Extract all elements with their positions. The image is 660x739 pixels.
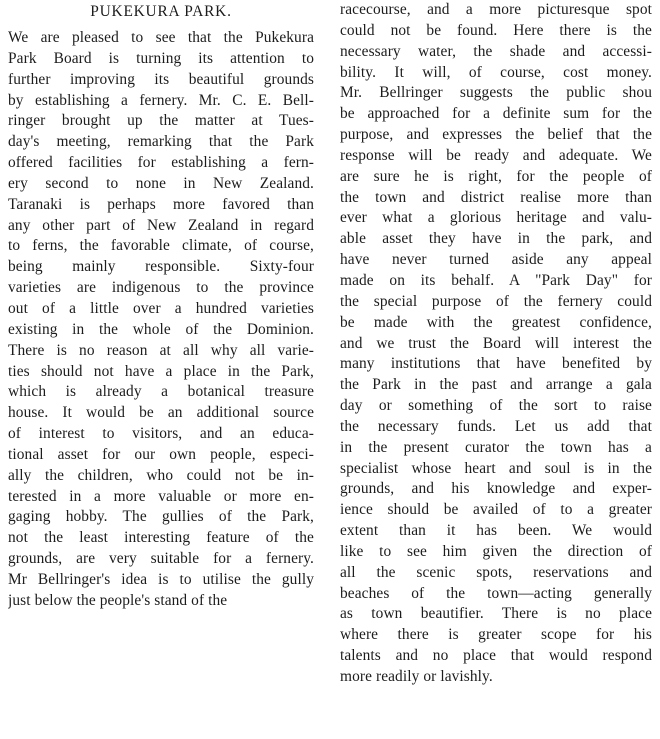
text-line: Park Board is turning its attention to [8, 49, 314, 67]
text-line: Mr. Bellringer suggests the public shou [340, 84, 652, 102]
text-line: grounds, and his knowledge and exper- [340, 480, 652, 498]
text-line: more readily or lavishly. [340, 668, 493, 685]
text-line: which is already a botanical treasure [8, 383, 314, 401]
text-line: extent than it has been. We would [340, 522, 652, 540]
text-line: the necessary funds. Let us add that [340, 417, 652, 435]
article-title: PUKEKURA PARK. [90, 3, 232, 20]
text-line: be made with the greatest confidence, [340, 313, 652, 331]
text-line: of interest to visitors, and an educa- [8, 425, 314, 443]
article-column-left [8, 0, 314, 612]
text-line: ery second to none in New Zealand. [8, 174, 314, 192]
text-line: house. It would be an additional source [8, 404, 314, 422]
text-line: purpose, and expresses the belief that the [340, 126, 652, 144]
text-line: just below the people's stand of the [8, 591, 228, 609]
text-line: the town and district realise more than [340, 188, 652, 206]
text-line: necessary water, the shade and accessi- [340, 42, 652, 60]
text-line: many institutions that have benefited by [340, 355, 652, 373]
text-line: There is no reason at all why all varie- [8, 341, 314, 359]
text-line: gaging hobby. The gullies of the Park, [8, 508, 314, 526]
text-line: have never turned aside any appeal [340, 251, 652, 269]
text-line: Mr Bellringer's idea is to utilise the gully [8, 570, 314, 588]
text-line: any other part of New Zealand in regard [8, 216, 314, 234]
text-line: response will be ready and adequate. We [340, 146, 652, 164]
text-line: bility. It will, of course, cost money. [340, 63, 652, 81]
text-line: talents and no place that would respond [340, 647, 652, 665]
text-line: ties should not have a place in the Park, [8, 362, 314, 380]
text-line: where there is greater scope for his [340, 626, 652, 644]
text-line: ience should be availed of to a greater [340, 501, 652, 519]
text-line: are sure he is right, for the people of [340, 167, 652, 185]
text-line: all the scenic spots, reservations and [340, 563, 652, 581]
text-line: ever what a glorious heritage and valu- [340, 209, 652, 227]
left-column-text [8, 28, 314, 612]
text-line: the special purpose of the fernery could [340, 292, 652, 310]
text-line: out of a little over a hundred varieties [8, 299, 314, 317]
text-line: and we trust the Board will interest the [340, 334, 652, 352]
text-line: grounds, are very suitable for a fernery. [8, 550, 314, 568]
text-line: tional asset for our own people, especi- [8, 445, 314, 463]
text-line: Taranaki is perhaps more favored than [8, 195, 314, 213]
text-line: to ferns, the favorable climate, of course, [8, 237, 314, 255]
text-line: specialist whose heart and soul is in the [340, 459, 652, 477]
text-line: the Park in the past and arrange a gala [340, 376, 652, 394]
text-line: further improving its beautiful grounds [8, 70, 314, 88]
text-line: as town beautifier. There is no place [340, 605, 652, 623]
text-line: existing in the whole of the Dominion. [8, 320, 314, 338]
text-line: being mainly responsible. Sixty-four [8, 258, 314, 276]
text-line: We are pleased to see that the Pukekura [8, 29, 314, 46]
text-line: by establishing a fernery. Mr. C. E. Bell- [8, 91, 314, 109]
text-line: beaches of the town—acting generally [340, 584, 652, 602]
text-line: like to see him given the direction of [340, 542, 652, 560]
text-line: be approached for a definite sum for the [340, 105, 652, 123]
text-line: made on its behalf. A "Park Day" for [340, 271, 652, 289]
text-line: day's meeting, remarking that the Park [8, 133, 314, 151]
column-gutter [326, 0, 327, 739]
text-line: could not be found. Here there is the [340, 21, 652, 39]
text-line: not the least interesting feature of the [8, 529, 314, 547]
text-line: offered facilities for establishing a fern- [8, 154, 314, 172]
text-line: racecourse, and a more picturesque spot [340, 1, 652, 18]
text-line: terested in a more valuable or more en- [8, 487, 314, 505]
text-line: ringer brought up the matter at Tues- [8, 112, 314, 130]
text-line: able asset they have in the park, and [340, 230, 652, 248]
text-line: ally the children, who could not be in- [8, 466, 314, 484]
text-line: in the present curator the town has a [340, 438, 652, 456]
text-line: varieties are indigenous to the province [8, 279, 314, 297]
article-column-right [340, 0, 652, 688]
text-line: day or something of the sort to raise [340, 397, 652, 415]
